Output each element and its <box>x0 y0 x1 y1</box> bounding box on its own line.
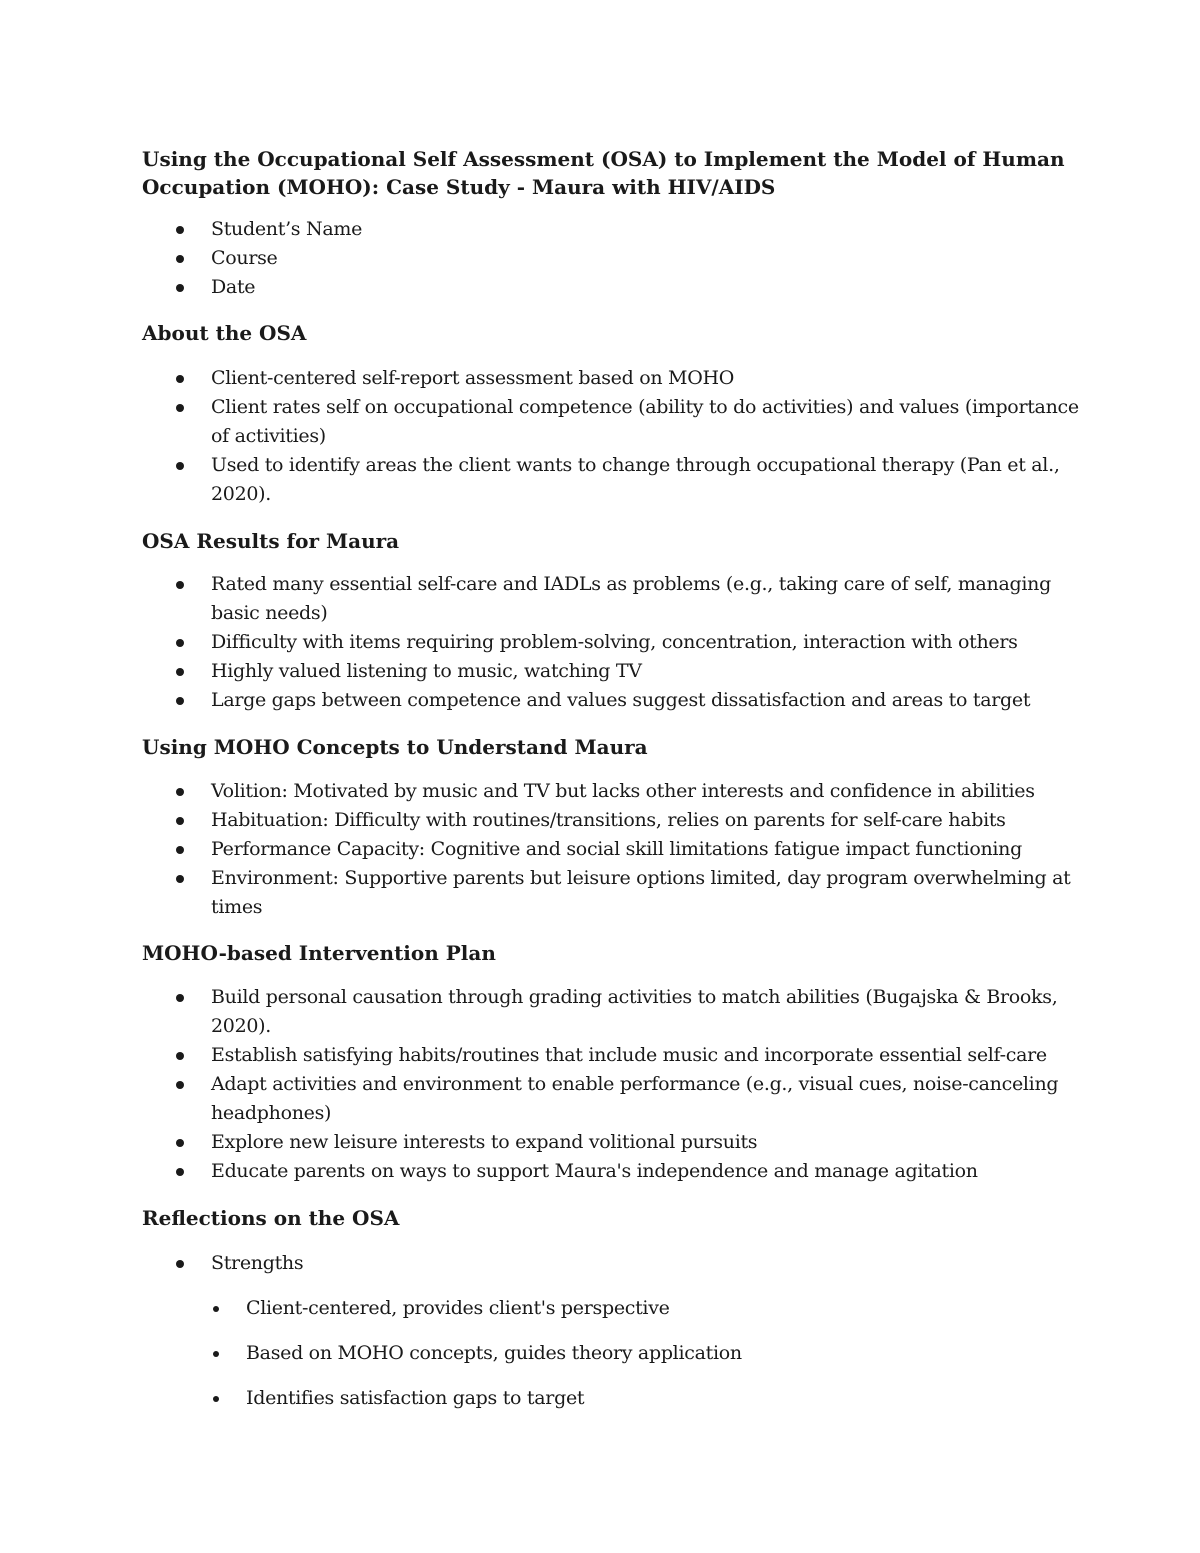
intro-list <box>0 215 1200 302</box>
section-heading: OSA Results for Maura <box>142 529 400 553</box>
list-item: Explore new leisure interests to expand volitional pursuits <box>0 1128 1091 1157</box>
list-item: Client-centered self-report assessment based on MOHO <box>0 364 1091 393</box>
section-list <box>0 983 1200 1186</box>
list-item: Large gaps between competence and values suggest dissatisfaction and areas to target <box>0 686 1091 715</box>
sub-list-item: Client-centered, provides client's perspective <box>0 1294 1200 1339</box>
section-list <box>0 570 1200 715</box>
section-heading: MOHO-based Intervention Plan <box>142 941 496 965</box>
list-item: Establish satisfying habits/routines that include music and incorporate essential self-care <box>0 1041 1091 1070</box>
list-item: Course <box>0 244 1091 273</box>
sub-list-item: Identifies satisfaction gaps to target <box>0 1384 1200 1429</box>
section-list <box>0 1249 1200 1278</box>
sub-list-item: Based on MOHO concepts, guides theory application <box>0 1339 1200 1384</box>
document-title: Using the Occupational Self Assessment (OSA) to Implement the Model of Human Occupation (MOHO): Case Study - Maura with HIV/AIDS <box>142 147 1065 199</box>
list-item: Date <box>0 273 1091 302</box>
list-item: Performance Capacity: Cognitive and social skill limitations fatigue impact functioning <box>0 835 1091 864</box>
section-list <box>0 777 1200 922</box>
section-heading: About the OSA <box>142 321 307 345</box>
list-item: Highly valued listening to music, watching TV <box>0 657 1091 686</box>
list-item: Adapt activities and environment to enable performance (e.g., visual cues, noise-canceling headphones) <box>0 1070 1091 1128</box>
sub-list <box>0 1294 1200 1429</box>
list-item: Volition: Motivated by music and TV but lacks other interests and confidence in abilities <box>0 777 1091 806</box>
list-item: Student’s Name <box>0 215 1091 244</box>
list-item: Habituation: Difficulty with routines/transitions, relies on parents for self-care habits <box>0 806 1091 835</box>
section-heading: Reflections on the OSA <box>142 1206 400 1230</box>
list-item: Build personal causation through grading activities to match abilities (Bugajska & Brooks, 2020). <box>0 983 1091 1041</box>
list-item: Educate parents on ways to support Maura's independence and manage agitation <box>0 1157 1091 1186</box>
list-item: Strengths <box>0 1249 1091 1278</box>
list-item: Rated many essential self-care and IADLs as problems (e.g., taking care of self, managing basic needs) <box>0 570 1091 628</box>
list-item: Used to identify areas the client wants to change through occupational therapy (Pan et al., 2020). <box>0 451 1091 509</box>
list-item: Client rates self on occupational competence (ability to do activities) and values (importance of activities) <box>0 393 1091 451</box>
section-list <box>0 364 1200 509</box>
list-item: Difficulty with items requiring problem-solving, concentration, interaction with others <box>0 628 1091 657</box>
section-heading: Using MOHO Concepts to Understand Maura <box>142 735 648 759</box>
list-item: Environment: Supportive parents but leisure options limited, day program overwhelming at times <box>0 864 1091 922</box>
